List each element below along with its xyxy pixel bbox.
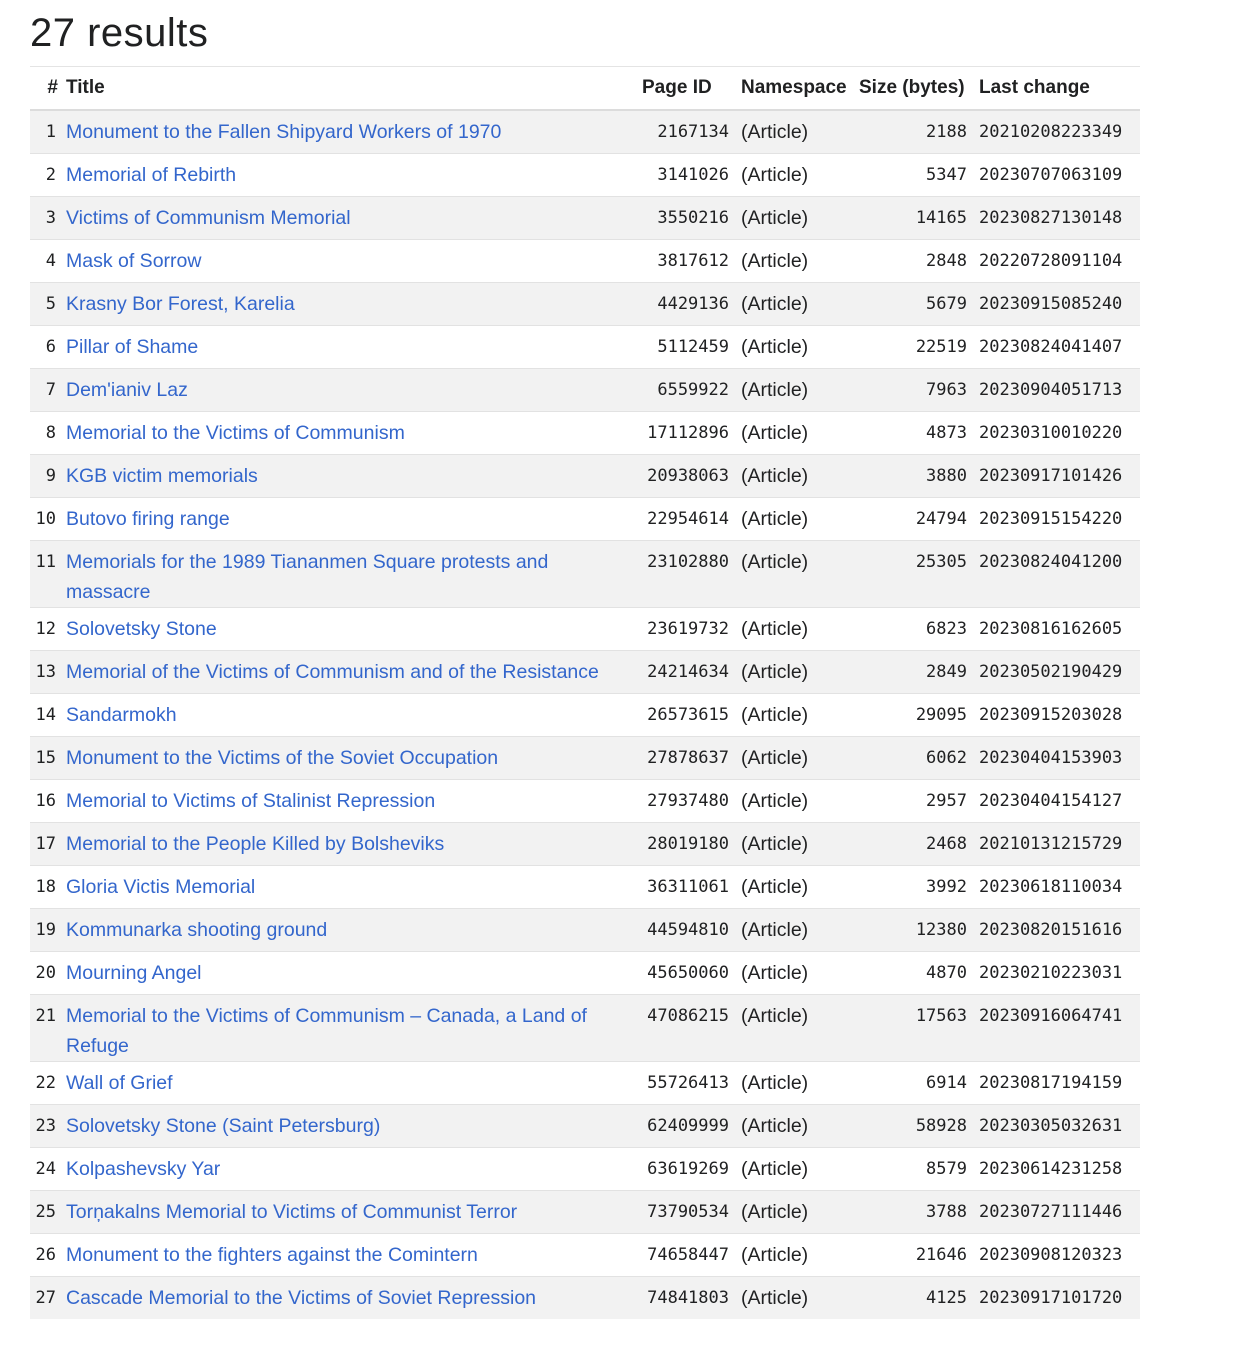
table-row <box>30 607 1140 650</box>
row-size: 2468 <box>855 822 975 865</box>
article-title-link[interactable]: Krasny Bor Forest, Karelia <box>66 292 295 315</box>
table-row <box>30 454 1140 497</box>
article-title-link[interactable]: Sandarmokh <box>66 703 177 726</box>
article-title-link[interactable]: Torņakalns Memorial to Victims of Communist Terror <box>66 1200 518 1223</box>
article-title-link[interactable]: Monument to the Victims of the Soviet Occupation <box>66 746 499 769</box>
row-page-id: 3141026 <box>638 153 737 196</box>
row-namespace: (Article) <box>737 693 855 736</box>
row-number: 4 <box>30 239 62 282</box>
column-header-page-id: Page ID <box>638 67 737 111</box>
row-namespace: (Article) <box>737 1276 855 1319</box>
row-size: 3880 <box>855 454 975 497</box>
article-title-link[interactable]: Solovetsky Stone (Saint Petersburg) <box>66 1114 381 1137</box>
row-last-change: 20230305032631 <box>975 1104 1140 1147</box>
row-last-change: 20230917101426 <box>975 454 1140 497</box>
row-number: 26 <box>30 1233 62 1276</box>
article-title-link[interactable]: Dem'ianiv Laz <box>66 378 188 401</box>
row-namespace: (Article) <box>737 951 855 994</box>
row-size: 21646 <box>855 1233 975 1276</box>
table-row <box>30 650 1140 693</box>
column-header-size: Size (bytes) <box>855 67 975 111</box>
row-namespace: (Article) <box>737 497 855 540</box>
row-namespace: (Article) <box>737 411 855 454</box>
row-page-id: 23102880 <box>638 540 737 607</box>
row-size: 24794 <box>855 497 975 540</box>
article-title-link[interactable]: KGB victim memorials <box>66 464 258 487</box>
row-page-id: 3817612 <box>638 239 737 282</box>
row-title-cell <box>62 1147 638 1190</box>
row-page-id: 74658447 <box>638 1233 737 1276</box>
column-header-title: Title <box>62 67 638 111</box>
row-namespace: (Article) <box>737 196 855 239</box>
table-row <box>30 693 1140 736</box>
column-header-last-change: Last change <box>975 67 1140 111</box>
table-row <box>30 497 1140 540</box>
row-number: 12 <box>30 607 62 650</box>
row-title-cell <box>62 736 638 779</box>
row-number: 9 <box>30 454 62 497</box>
row-last-change: 20230915203028 <box>975 693 1140 736</box>
row-number: 2 <box>30 153 62 196</box>
row-namespace: (Article) <box>737 540 855 607</box>
row-page-id: 62409999 <box>638 1104 737 1147</box>
row-page-id: 45650060 <box>638 951 737 994</box>
row-page-id: 5112459 <box>638 325 737 368</box>
row-last-change: 20230820151616 <box>975 908 1140 951</box>
row-namespace: (Article) <box>737 822 855 865</box>
row-namespace: (Article) <box>737 1061 855 1104</box>
row-number: 21 <box>30 994 62 1061</box>
article-title-link[interactable]: Memorial of Rebirth <box>66 163 237 186</box>
row-namespace: (Article) <box>737 368 855 411</box>
table-row <box>30 1233 1140 1276</box>
row-last-change: 20230827130148 <box>975 196 1140 239</box>
row-title-cell <box>62 1061 638 1104</box>
row-size: 2849 <box>855 650 975 693</box>
row-namespace: (Article) <box>737 650 855 693</box>
row-size: 5347 <box>855 153 975 196</box>
article-title-link[interactable]: Memorial to the Victims of Communism <box>66 421 405 444</box>
row-size: 4870 <box>855 951 975 994</box>
row-namespace: (Article) <box>737 908 855 951</box>
row-number: 10 <box>30 497 62 540</box>
row-number: 14 <box>30 693 62 736</box>
row-size: 25305 <box>855 540 975 607</box>
row-title-cell <box>62 411 638 454</box>
row-number: 17 <box>30 822 62 865</box>
row-title-cell <box>62 110 638 153</box>
row-last-change: 20230915154220 <box>975 497 1140 540</box>
table-row <box>30 1147 1140 1190</box>
row-last-change: 20230618110034 <box>975 865 1140 908</box>
row-title-cell <box>62 454 638 497</box>
row-size: 2848 <box>855 239 975 282</box>
row-last-change: 20230727111446 <box>975 1190 1140 1233</box>
row-size: 58928 <box>855 1104 975 1147</box>
row-page-id: 3550216 <box>638 196 737 239</box>
row-last-change: 20230614231258 <box>975 1147 1140 1190</box>
table-row <box>30 736 1140 779</box>
row-last-change: 20230502190429 <box>975 650 1140 693</box>
row-size: 8579 <box>855 1147 975 1190</box>
article-title-link[interactable]: Butovo firing range <box>66 507 230 530</box>
row-title-cell <box>62 497 638 540</box>
row-title-cell <box>62 540 638 607</box>
row-last-change: 20230310010220 <box>975 411 1140 454</box>
row-title-cell <box>62 908 638 951</box>
row-size: 2188 <box>855 110 975 153</box>
article-title-link[interactable]: Monument to the fighters against the Comintern <box>66 1243 478 1266</box>
table-row <box>30 779 1140 822</box>
row-last-change: 20230824041407 <box>975 325 1140 368</box>
row-last-change: 20230404154127 <box>975 779 1140 822</box>
row-number: 7 <box>30 368 62 411</box>
row-number: 20 <box>30 951 62 994</box>
row-number: 23 <box>30 1104 62 1147</box>
row-size: 4873 <box>855 411 975 454</box>
row-title-cell <box>62 1276 638 1319</box>
row-number: 25 <box>30 1190 62 1233</box>
results-container <box>30 0 1140 1319</box>
row-page-id: 23619732 <box>638 607 737 650</box>
row-number: 24 <box>30 1147 62 1190</box>
article-title-link[interactable]: Memorial to the People Killed by Bolsheviks <box>66 832 445 855</box>
table-row <box>30 1061 1140 1104</box>
row-size: 12380 <box>855 908 975 951</box>
row-size: 6062 <box>855 736 975 779</box>
article-title-link[interactable]: Pillar of Shame <box>66 335 199 358</box>
results-count-heading: 27 results <box>30 11 209 55</box>
row-namespace: (Article) <box>737 994 855 1061</box>
table-row <box>30 822 1140 865</box>
table-row <box>30 994 1140 1061</box>
row-page-id: 17112896 <box>638 411 737 454</box>
row-page-id: 63619269 <box>638 1147 737 1190</box>
table-body <box>30 110 1140 1319</box>
row-namespace: (Article) <box>737 779 855 822</box>
row-number: 18 <box>30 865 62 908</box>
row-title-cell <box>62 325 638 368</box>
table-row <box>30 1276 1140 1319</box>
row-namespace: (Article) <box>737 153 855 196</box>
row-page-id: 73790534 <box>638 1190 737 1233</box>
row-size: 5679 <box>855 282 975 325</box>
row-number: 3 <box>30 196 62 239</box>
row-page-id: 27937480 <box>638 779 737 822</box>
table-row <box>30 325 1140 368</box>
article-title-link[interactable]: Cascade Memorial to the Victims of Soviet Repression <box>66 1286 537 1309</box>
row-number: 13 <box>30 650 62 693</box>
row-title-cell <box>62 994 638 1061</box>
row-size: 22519 <box>855 325 975 368</box>
table-header <box>30 67 1140 111</box>
row-size: 17563 <box>855 994 975 1061</box>
row-size: 14165 <box>855 196 975 239</box>
article-title-link[interactable]: Monument to the Fallen Shipyard Workers of 1970 <box>66 121 502 143</box>
table-row <box>30 865 1140 908</box>
table-row <box>30 196 1140 239</box>
row-size: 4125 <box>855 1276 975 1319</box>
row-size: 7963 <box>855 368 975 411</box>
article-title-link[interactable]: Memorials for the 1989 Tiananmen Square protests and massacre <box>66 550 549 603</box>
article-title-link[interactable]: Victims of Communism Memorial <box>66 206 351 229</box>
row-number: 27 <box>30 1276 62 1319</box>
results-table <box>30 66 1140 1319</box>
row-namespace: (Article) <box>737 1104 855 1147</box>
row-page-id: 4429136 <box>638 282 737 325</box>
article-title-link[interactable]: Memorial to the Victims of Communism – Canada, a Land of Refuge <box>66 1004 587 1057</box>
row-page-id: 24214634 <box>638 650 737 693</box>
row-last-change: 20230817194159 <box>975 1061 1140 1104</box>
row-title-cell <box>62 779 638 822</box>
table-row <box>30 1104 1140 1147</box>
row-title-cell <box>62 368 638 411</box>
row-title-cell <box>62 239 638 282</box>
article-title-link[interactable]: Memorial of the Victims of Communism and of the Resistance <box>66 660 599 683</box>
row-last-change: 20230904051713 <box>975 368 1140 411</box>
article-title-link[interactable]: Kolpashevsky Yar <box>66 1157 221 1180</box>
row-last-change: 20230916064741 <box>975 994 1140 1061</box>
row-number: 22 <box>30 1061 62 1104</box>
column-header-namespace: Namespace <box>737 67 855 111</box>
row-title-cell <box>62 607 638 650</box>
row-number: 5 <box>30 282 62 325</box>
row-page-id: 22954614 <box>638 497 737 540</box>
row-namespace: (Article) <box>737 1147 855 1190</box>
row-number: 8 <box>30 411 62 454</box>
row-size: 6823 <box>855 607 975 650</box>
row-namespace: (Article) <box>737 1233 855 1276</box>
row-size: 3992 <box>855 865 975 908</box>
article-title-link[interactable]: Kommunarka shooting ground <box>66 918 328 941</box>
row-last-change: 20230707063109 <box>975 153 1140 196</box>
row-number: 16 <box>30 779 62 822</box>
row-title-cell <box>62 1233 638 1276</box>
row-size: 2957 <box>855 779 975 822</box>
row-title-cell <box>62 865 638 908</box>
row-title-cell <box>62 1190 638 1233</box>
row-namespace: (Article) <box>737 454 855 497</box>
row-namespace: (Article) <box>737 110 855 153</box>
row-size: 3788 <box>855 1190 975 1233</box>
table-row <box>30 1190 1140 1233</box>
article-title-link[interactable]: Mourning Angel <box>66 961 202 984</box>
row-namespace: (Article) <box>737 239 855 282</box>
article-title-link[interactable]: Mask of Sorrow <box>66 249 202 272</box>
row-last-change: 20220728091104 <box>975 239 1140 282</box>
row-number: 19 <box>30 908 62 951</box>
row-namespace: (Article) <box>737 736 855 779</box>
row-page-id: 27878637 <box>638 736 737 779</box>
row-last-change: 20210131215729 <box>975 822 1140 865</box>
table-row <box>30 239 1140 282</box>
row-title-cell <box>62 822 638 865</box>
row-page-id: 36311061 <box>638 865 737 908</box>
table-row <box>30 368 1140 411</box>
article-title-link[interactable]: Memorial to Victims of Stalinist Repression <box>66 789 436 812</box>
table-row <box>30 540 1140 607</box>
row-last-change: 20230824041200 <box>975 540 1140 607</box>
row-title-cell <box>62 1104 638 1147</box>
row-last-change: 20230915085240 <box>975 282 1140 325</box>
table-row <box>30 951 1140 994</box>
row-last-change: 20230908120323 <box>975 1233 1140 1276</box>
row-page-id: 47086215 <box>638 994 737 1061</box>
article-title-link[interactable]: Gloria Victis Memorial <box>66 875 256 898</box>
table-row <box>30 110 1140 153</box>
row-page-id: 74841803 <box>638 1276 737 1319</box>
table-row <box>30 282 1140 325</box>
table-row <box>30 411 1140 454</box>
article-title-link[interactable]: Solovetsky Stone <box>66 617 217 640</box>
row-namespace: (Article) <box>737 865 855 908</box>
row-page-id: 28019180 <box>638 822 737 865</box>
column-header-number: # <box>30 67 62 111</box>
row-number: 15 <box>30 736 62 779</box>
row-page-id: 2167134 <box>638 110 737 153</box>
row-page-id: 6559922 <box>638 368 737 411</box>
row-number: 1 <box>30 110 62 153</box>
row-number: 11 <box>30 540 62 607</box>
row-title-cell <box>62 196 638 239</box>
row-title-cell <box>62 153 638 196</box>
row-namespace: (Article) <box>737 325 855 368</box>
row-title-cell <box>62 693 638 736</box>
row-title-cell <box>62 650 638 693</box>
article-title-link[interactable]: Wall of Grief <box>66 1071 173 1094</box>
row-page-id: 55726413 <box>638 1061 737 1104</box>
row-title-cell <box>62 951 638 994</box>
row-namespace: (Article) <box>737 282 855 325</box>
row-last-change: 20230404153903 <box>975 736 1140 779</box>
table-row <box>30 908 1140 951</box>
row-namespace: (Article) <box>737 607 855 650</box>
row-title-cell <box>62 282 638 325</box>
row-namespace: (Article) <box>737 1190 855 1233</box>
row-size: 6914 <box>855 1061 975 1104</box>
table-row <box>30 153 1140 196</box>
row-last-change: 20230917101720 <box>975 1276 1140 1319</box>
row-last-change: 20230816162605 <box>975 607 1140 650</box>
row-page-id: 26573615 <box>638 693 737 736</box>
row-last-change: 20230210223031 <box>975 951 1140 994</box>
row-last-change: 20210208223349 <box>975 110 1140 153</box>
row-number: 6 <box>30 325 62 368</box>
row-page-id: 20938063 <box>638 454 737 497</box>
row-page-id: 44594810 <box>638 908 737 951</box>
row-size: 29095 <box>855 693 975 736</box>
